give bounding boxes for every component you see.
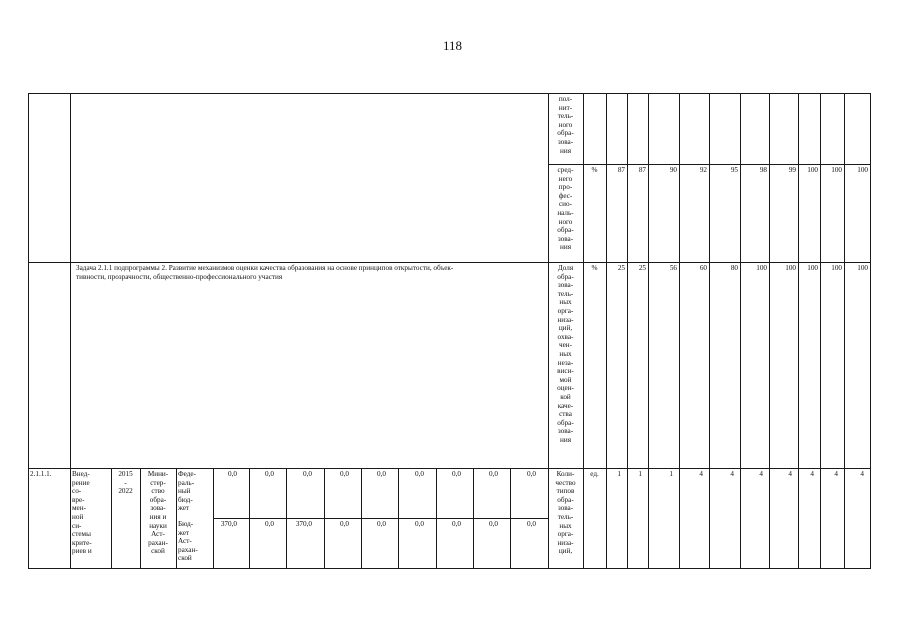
value-cell: 90	[669, 166, 677, 174]
funding-source: Феде- раль- ный бюд- жет	[178, 470, 197, 513]
value-cell: 25	[638, 264, 646, 272]
value-cell: 87	[638, 166, 646, 174]
amount-cell: 0,0	[415, 520, 424, 528]
activity-name: Внед- рение со- вре- мен- ной си- стемы крите- риев и	[72, 470, 92, 556]
amount-cell: 0,0	[377, 520, 386, 528]
amount-cell: 0,0	[527, 520, 536, 528]
table-bottom-border	[28, 568, 871, 569]
column-separator	[70, 93, 71, 569]
amount-cell: 0,0	[489, 520, 498, 528]
value-cell: 1	[617, 470, 621, 478]
column-separator	[844, 93, 845, 569]
row-separator	[28, 468, 871, 469]
column-separator	[213, 468, 214, 569]
column-separator	[769, 93, 770, 569]
period-cell: 2015 - 2022	[118, 470, 133, 496]
column-separator	[798, 93, 799, 569]
value-cell: 92	[699, 166, 707, 174]
column-separator	[510, 468, 511, 569]
amount-cell: 0,0	[265, 520, 274, 528]
value-cell: 56	[669, 264, 677, 272]
column-separator	[473, 468, 474, 569]
column-separator	[249, 468, 250, 569]
indicator-cell: Коли- чество типов обра- зова- тель- ных орга- низа- ций,	[555, 470, 576, 556]
value-cell: 100	[831, 166, 842, 174]
amount-cell: 0,0	[228, 470, 237, 478]
amount-cell: 0,0	[415, 470, 424, 478]
value-cell: 95	[730, 166, 738, 174]
amount-cell: 370,0	[220, 520, 237, 528]
executor-cell: Мини- стер- ство обра- зова- ния и науки Аст- рахан- ской	[147, 470, 169, 556]
amount-cell: 0,0	[340, 470, 349, 478]
value-cell: 100	[756, 264, 767, 272]
column-separator	[176, 468, 177, 569]
column-separator	[398, 468, 399, 569]
funding-source: Бюд- жет Аст- рахан- ской	[178, 520, 198, 563]
indicator-cell: Доля обра- зова- тель- ных орга- низа- ций, охва- чен- ных неза- виси- мой оцен- кой каче- ства обра- зова- ния	[557, 264, 574, 444]
amount-cell: 0,0	[377, 470, 386, 478]
value-cell: 100	[785, 264, 796, 272]
value-cell: 100	[857, 264, 868, 272]
amount-cell: 0,0	[489, 470, 498, 478]
page-number: 118	[442, 38, 463, 53]
amount-cell: 0,0	[452, 470, 461, 478]
value-cell: 100	[831, 264, 842, 272]
unit-cell: ед.	[590, 470, 599, 478]
value-cell: 4	[759, 470, 763, 478]
value-cell: 4	[834, 470, 838, 478]
value-cell: 80	[730, 264, 738, 272]
unit-cell: %	[591, 264, 598, 272]
table-top-border	[28, 93, 871, 94]
value-cell: 98	[759, 166, 767, 174]
amount-cell: 0,0	[303, 470, 312, 478]
value-cell: 60	[699, 264, 707, 272]
subrow-separator	[213, 518, 549, 519]
amount-cell: 0,0	[452, 520, 461, 528]
column-separator	[740, 93, 741, 569]
value-cell: 99	[788, 166, 796, 174]
value-cell: 87	[617, 166, 625, 174]
value-cell: 4	[730, 470, 734, 478]
value-cell: 1	[638, 470, 642, 478]
value-cell: 100	[807, 264, 818, 272]
column-separator	[648, 93, 649, 569]
column-separator	[361, 468, 362, 569]
amount-cell: 0,0	[340, 520, 349, 528]
unit-cell: %	[591, 166, 598, 174]
table-left-border	[28, 93, 29, 569]
value-cell: 4	[860, 470, 864, 478]
column-separator	[820, 93, 821, 569]
indicator-cell: сред- него про- фес- сио- наль- ного обра- зова- ния	[557, 166, 574, 252]
indicator-cell: пол- нит- тель- ного обра- зова- ния	[557, 95, 574, 155]
amount-cell: 0,0	[265, 470, 274, 478]
value-cell: 1	[669, 470, 673, 478]
value-cell: 4	[788, 470, 792, 478]
value-cell: 4	[810, 470, 814, 478]
column-separator	[870, 93, 871, 569]
value-cell: 100	[857, 166, 868, 174]
value-cell: 25	[617, 264, 625, 272]
amount-cell: 370,0	[295, 520, 312, 528]
column-separator	[679, 93, 680, 569]
column-separator	[606, 93, 607, 569]
value-cell: 100	[807, 166, 818, 174]
task-title: Задача 2.1.1 подпрограммы 2. Развитие механизмов оценки качества образования на основе принципов открытости, объек- тивности, прозрачности, общественно-профессионального участия	[76, 264, 454, 281]
column-separator	[583, 93, 584, 569]
row-separator	[28, 262, 871, 263]
column-separator	[286, 468, 287, 569]
column-separator	[709, 93, 710, 569]
column-separator	[436, 468, 437, 569]
amount-cell: 0,0	[527, 470, 536, 478]
value-cell: 4	[699, 470, 703, 478]
column-separator	[627, 93, 628, 569]
activity-code: 2.1.1.1.	[30, 470, 52, 478]
column-separator	[324, 468, 325, 569]
